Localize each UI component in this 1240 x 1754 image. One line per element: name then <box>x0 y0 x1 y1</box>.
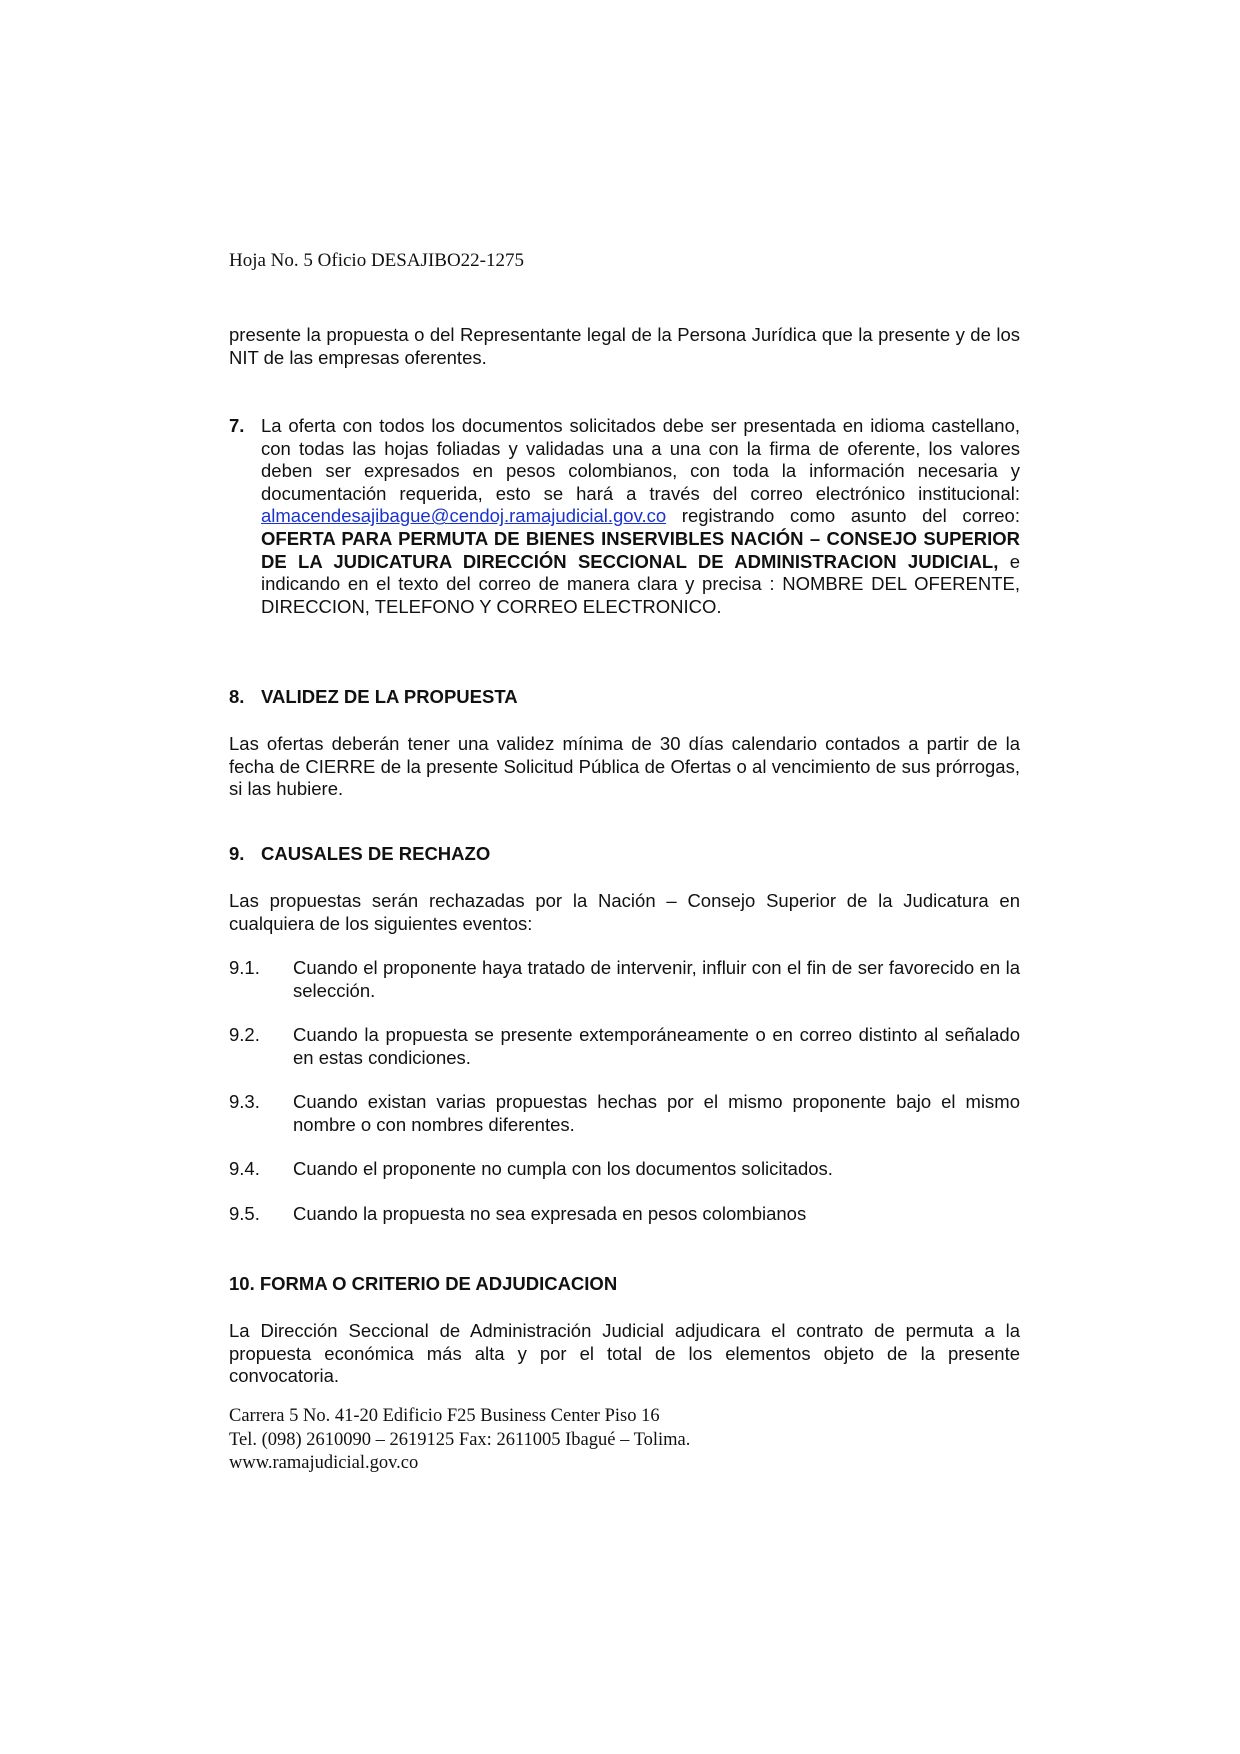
section-10-heading: 10. FORMA O CRITERIO DE ADJUDICACION <box>229 1273 618 1294</box>
section-8-title: VALIDEZ DE LA PROPUESTA <box>261 686 518 707</box>
list-item-text: Cuando la propuesta se presente extemporáneamente o en correo distinto al señalado en estas condiciones. <box>293 1024 1020 1068</box>
list-item <box>229 1024 1020 1069</box>
footer-phone: Tel. (098) 2610090 – 2619125 Fax: 2611005 Ibagué – Tolima. <box>229 1429 691 1450</box>
intro-paragraph: presente la propuesta o del Representante legal de la Persona Jurídica que la presente y de los NIT de las empresas oferentes. <box>229 324 1020 368</box>
email-subject: OFERTA PARA PERMUTA DE BIENES INSERVIBLES NACIÓN – CONSEJO SUPERIOR DE LA JUDICATURA DIRECCIÓN SECCIONAL DE ADMINISTRACION JUDICIAL, <box>261 527 1020 572</box>
item-7-number: 7. <box>229 415 245 436</box>
list-item <box>229 1158 1020 1181</box>
item-7-text <box>261 415 1020 618</box>
list-item-number: 9.5. <box>229 1203 260 1224</box>
item-7-text-a: La oferta con todos los documentos solicitados debe ser presentada en idioma castellano, con todas las hojas foliadas y validadas una a una con la firma de oferente, los valores deben ser expresados en pesos colombianos, con toda la información necesaria y documentación requerida, esto se hará a través del correo electrónico institucional: <box>261 415 1020 504</box>
item-7-text-c: e indicando en el texto del correo de manera clara y precisa : NOMBRE DEL OFERENTE, DIRECCION, TELEFONO Y CORREO ELECTRONICO. <box>261 550 1020 617</box>
list-item <box>229 957 1020 1002</box>
footer-address: Carrera 5 No. 41-20 Edificio F25 Business Center Piso 16 <box>229 1406 660 1426</box>
section-9-body: Las propuestas serán rechazadas por la Nación – Consejo Superior de la Judicatura en cualquiera de los siguientes eventos: <box>229 890 1020 934</box>
list-item-text: Cuando existan varias propuestas hechas por el mismo proponente bajo el mismo nombre o con nombres diferentes. <box>293 1091 1020 1135</box>
list-item-text: Cuando el proponente haya tratado de intervenir, influir con el fin de ser favorecido en la selección. <box>293 957 1020 1001</box>
item-7-text-b: registrando como asunto del correo: <box>666 505 1020 527</box>
section-10-body: La Dirección Seccional de Administración Judicial adjudicara el contrato de permuta a la propuesta económica más alta y por el total de los elementos objeto de la presente convocatoria. <box>229 1320 1020 1387</box>
section-9-title: CAUSALES DE RECHAZO <box>261 843 491 864</box>
section-8-heading <box>229 686 518 708</box>
section-8-body: Las ofertas deberán tener una validez mínima de 30 días calendario contados a partir de la fecha de CIERRE de la presente Solicitud Pública de Ofertas o al vencimiento de sus prórrogas, si las hubiere. <box>229 733 1020 800</box>
list-item-text: Cuando la propuesta no sea expresada en pesos colombianos <box>293 1203 807 1224</box>
section-9-heading <box>229 843 490 865</box>
section-9-number: 9. <box>229 843 245 864</box>
list-item-number: 9.1. <box>229 957 260 978</box>
page-footer <box>229 1405 690 1476</box>
list-item <box>229 1203 1020 1226</box>
item-7 <box>229 415 1020 618</box>
list-item-number: 9.2. <box>229 1024 260 1045</box>
page-header: Hoja No. 5 Oficio DESAJIBO22-1275 <box>229 250 525 271</box>
footer-website: www.ramajudicial.gov.co <box>229 1453 419 1473</box>
email-link[interactable]: almacendesajibague@cendoj.ramajudicial.gov.co <box>261 505 667 527</box>
list-item-number: 9.3. <box>229 1091 260 1112</box>
list-item-number: 9.4. <box>229 1158 260 1179</box>
section-8-number: 8. <box>229 686 245 707</box>
list-item-text: Cuando el proponente no cumpla con los documentos solicitados. <box>293 1158 833 1179</box>
list-item <box>229 1091 1020 1136</box>
